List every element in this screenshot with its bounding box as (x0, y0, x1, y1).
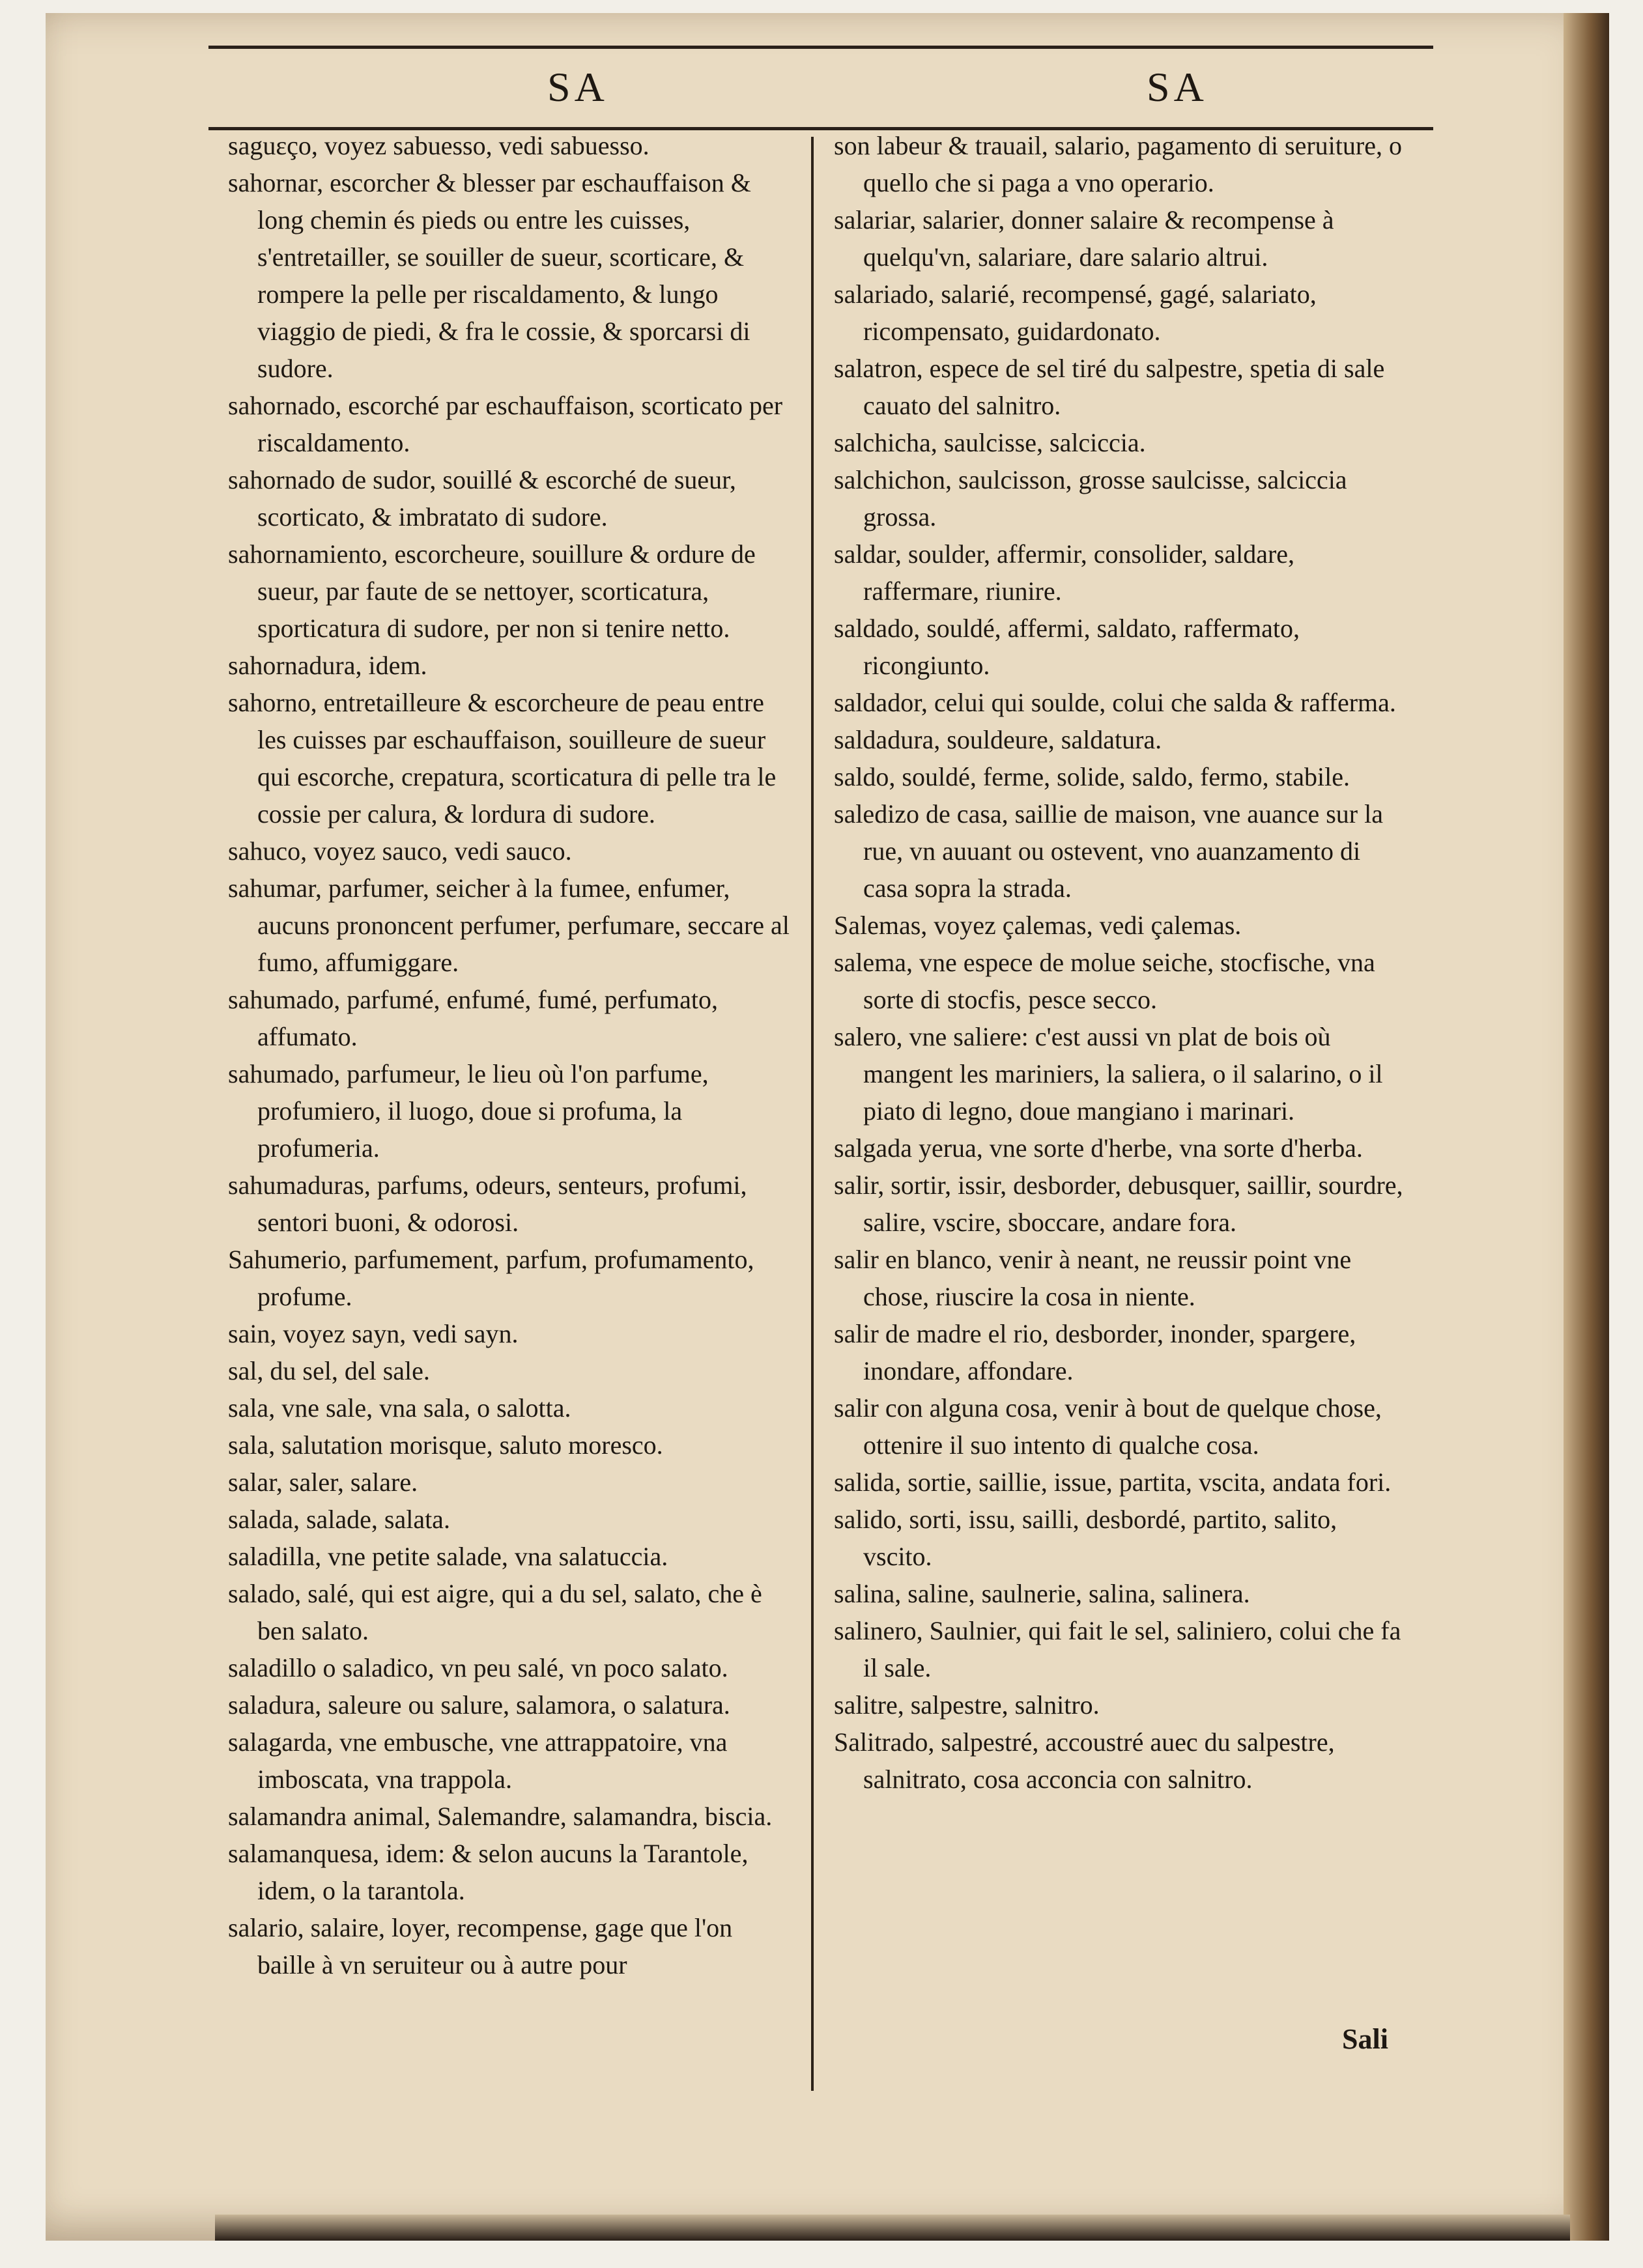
dictionary-entry: Salemas, voyez çalemas, vedi çalemas. (834, 911, 1242, 940)
dictionary-entry: sahumaduras, parfums, odeurs, senteurs, profumi, sentori buoni, & odorosi. (228, 1170, 747, 1237)
book-spine (1564, 13, 1609, 2241)
dictionary-entry: son labeur & trauail, salario, pagamento di seruiture, o quello che si paga a vno operario. (834, 131, 1402, 197)
dictionary-entry: saladura, saleure ou salure, salamora, o salatura. (228, 1690, 730, 1720)
dictionary-entry: salado, salé, qui est aigre, qui a du sel, salato, che è ben salato. (228, 1579, 762, 1645)
dictionary-entry: salir, sortir, issir, desborder, debusquer, saillir, sourdre, salire, vscire, sboccare, andare fora. (834, 1170, 1403, 1237)
dictionary-entry: salchichon, saulcisson, grosse saulcisse, salciccia grossa. (834, 465, 1347, 532)
dictionary-entry: salitre, salpestre, salnitro. (834, 1690, 1100, 1720)
dictionary-entry: sahornado, escorché par eschauffaison, scorticato per riscaldamento. (228, 391, 783, 457)
dictionary-entry: saldar, soulder, affermir, consolider, saldare, raffermare, riunire. (834, 539, 1295, 606)
dictionary-entry: sal, du sel, del sale. (228, 1356, 430, 1385)
dictionary-entry: sahornar, escorcher & blesser par eschauffaison & long chemin és pieds ou entre les cuisses, s'entretailler, se souiller de sueur, scorticare, & rompere la pelle per riscaldamento, & lungo viaggio de piedi, & fra le cossie, & sporcarsi di sudore. (228, 168, 751, 383)
running-head-right: SA (1147, 64, 1208, 110)
dictionary-entry: saguεço, voyez sabuesso, vedi sabuesso. (228, 131, 650, 160)
dictionary-entry: salatron, espece de sel tiré du salpestre, spetia di sale cauato del salnitro. (834, 354, 1385, 420)
running-head-left: SA (547, 64, 608, 110)
dictionary-entry: salar, saler, salare. (228, 1467, 418, 1497)
dictionary-entry: sahornadura, idem. (228, 651, 427, 680)
catchword: Sali (1342, 2023, 1388, 2055)
right-column (834, 127, 1407, 1798)
dictionary-entry: salada, salade, salata. (228, 1505, 450, 1534)
dictionary-entry: sain, voyez sayn, vedi sayn. (228, 1319, 519, 1348)
dictionary-entry: sahornado de sudor, souillé & escorché de sueur, scorticato, & imbratato di sudore. (228, 465, 736, 532)
dictionary-entry: salagarda, vne embusche, vne attrappatoire, vna imboscata, vna trappola. (228, 1727, 728, 1794)
dictionary-entry: salir de madre el rio, desborder, inonder, spargere, inondare, affondare. (834, 1319, 1356, 1385)
left-column (228, 127, 795, 1983)
dictionary-entry: sahumar, parfumer, seicher à la fumee, enfumer, aucuns prononcent perfumer, perfumare, seccare al fumo, affumiggare. (228, 873, 790, 977)
dictionary-entry: Salitrado, salpestré, accoustré auec du salpestre, salnitrato, cosa acconcia con salnitro. (834, 1727, 1335, 1794)
dictionary-entry: salchicha, saulcisse, salciccia. (834, 428, 1146, 457)
dictionary-entry: salamandra animal, Salemandre, salamandra, biscia. (228, 1802, 773, 1831)
dictionary-entry: salema, vne espece de molue seiche, stocfische, vna sorte di stocfis, pesce secco. (834, 948, 1375, 1014)
dictionary-entry: sahumado, parfumeur, le lieu où l'on parfume, profumiero, il luogo, doue si profuma, la profumeria. (228, 1059, 709, 1163)
page-header (208, 46, 1433, 130)
dictionary-entry: salinero, Saulnier, qui fait le sel, saliniero, colui che fa il sale. (834, 1616, 1401, 1682)
dictionary-entry: salir en blanco, venir à neant, ne reussir point vne chose, riuscire la cosa in niente. (834, 1245, 1352, 1311)
page-edge-shadow (215, 2215, 1570, 2241)
dictionary-entry: Sahumerio, parfumement, parfum, profumamento, profume. (228, 1245, 754, 1311)
dictionary-entry: saldadura, souldeure, saldatura. (834, 725, 1162, 754)
dictionary-entry: salario, salaire, loyer, recompense, gage que l'on baille à vn seruiteur ou à autre pour (228, 1913, 733, 1979)
dictionary-entry: salida, sortie, saillie, issue, partita, vscita, andata fori. (834, 1467, 1392, 1497)
dictionary-entry: salariar, salarier, donner salaire & recompense à quelqu'vn, salariare, dare salario altrui. (834, 205, 1334, 272)
dictionary-entry: salina, saline, saulnerie, salina, salinera. (834, 1579, 1250, 1608)
dictionary-entry: sahornamiento, escorcheure, souillure & ordure de sueur, par faute de se nettoyer, scorticatura, sporticatura di sudore, per non si tenire netto. (228, 539, 756, 643)
dictionary-entry: saladilla, vne petite salade, vna salatuccia. (228, 1542, 668, 1571)
dictionary-entry: sala, salutation morisque, saluto moresco. (228, 1430, 663, 1460)
column-divider (811, 137, 814, 2091)
dictionary-entry: salgada yerua, vne sorte d'herbe, vna sorte d'herba. (834, 1133, 1363, 1163)
dictionary-entry: sahumado, parfumé, enfumé, fumé, perfumato, affumato. (228, 985, 718, 1051)
dictionary-entry: sahorno, entretailleure & escorcheure de peau entre les cuisses par eschauffaison, souilleure de sueur qui escorche, crepatura, scorticatura di pelle tra le cossie per calura, & lordura di sudore. (228, 688, 777, 829)
dictionary-entry: saldo, souldé, ferme, solide, saldo, fermo, stabile. (834, 762, 1350, 791)
dictionary-entry: salariado, salarié, recompensé, gagé, salariato, ricompensato, guidardonato. (834, 279, 1317, 346)
dictionary-entry: saladillo o saladico, vn peu salé, vn poco salato. (228, 1653, 728, 1682)
dictionary-entry: salir con alguna cosa, venir à bout de quelque chose, ottenire il suo intento di qualche cosa. (834, 1393, 1382, 1460)
dictionary-entry: salamanquesa, idem: & selon aucuns la Tarantole, idem, o la tarantola. (228, 1839, 749, 1905)
dictionary-entry: saldado, souldé, affermi, saldato, raffermato, ricongiunto. (834, 614, 1300, 680)
dictionary-entry: sahuco, voyez sauco, vedi sauco. (228, 836, 572, 866)
dictionary-entry: saledizo de casa, saillie de maison, vne auance sur la rue, vn auuant ou ostevent, vno auanzamento di casa sopra la strada. (834, 799, 1383, 903)
dictionary-entry: sala, vne sale, vna sala, o salotta. (228, 1393, 571, 1423)
dictionary-entry: salero, vne saliere: c'est aussi vn plat de bois où mangent les mariniers, la saliera, o il salarino, o il piato di legno, doue mangiano i marinari. (834, 1022, 1383, 1126)
dictionary-entry: saldador, celui qui soulde, colui che salda & rafferma. (834, 688, 1396, 717)
dictionary-entry: salido, sorti, issu, sailli, desbordé, partito, salito, vscito. (834, 1505, 1337, 1571)
